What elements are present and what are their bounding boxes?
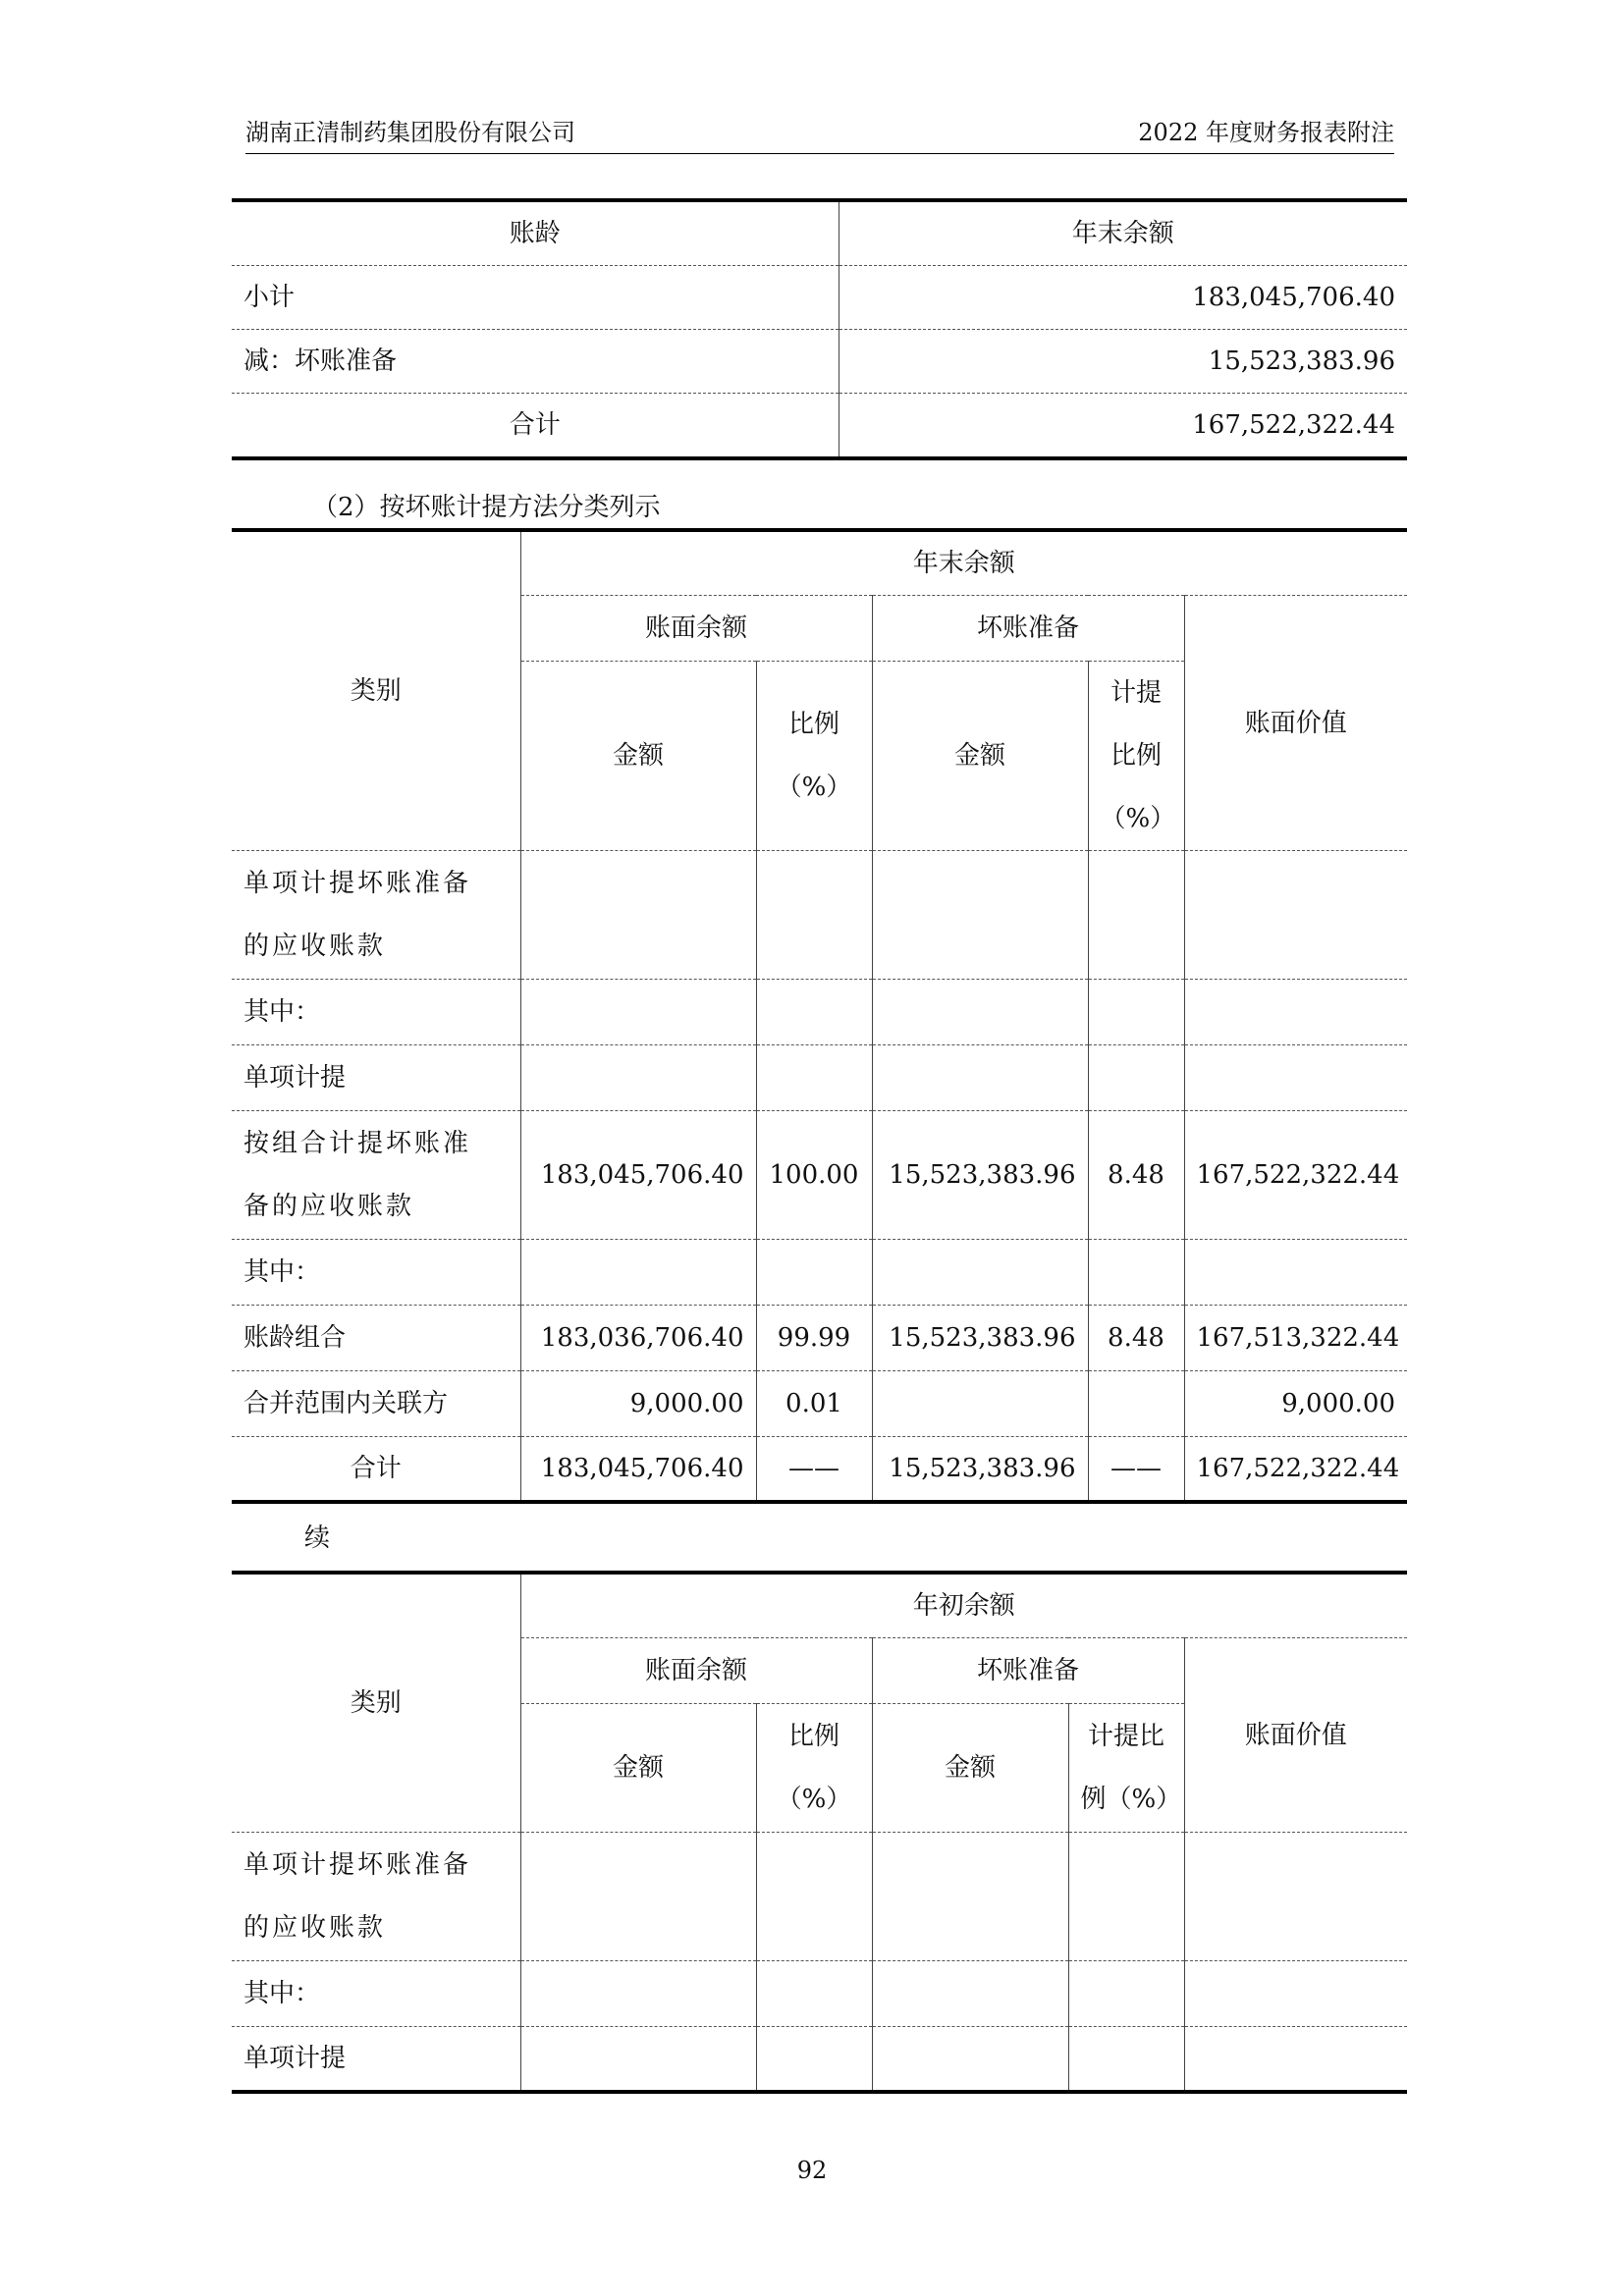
provision-ratio-cell <box>1088 851 1184 980</box>
row-label: 减：坏账准备 <box>232 330 839 394</box>
book-value-cell <box>1184 1240 1407 1306</box>
amount-cell <box>520 851 756 980</box>
bad-debt-amount-cell <box>872 1833 1068 1961</box>
bad-debt-amount-cell <box>872 851 1088 980</box>
provision-ratio-cell <box>1088 980 1184 1045</box>
provision-ratio-header <box>1088 662 1184 851</box>
ratio-cell <box>756 1240 872 1306</box>
amount-cell <box>520 2027 756 2093</box>
bad-debt-amount-cell <box>872 1045 1088 1111</box>
amount-cell <box>520 1240 756 1306</box>
provision-header-line2: 例（%） <box>1080 1785 1182 1814</box>
table-row <box>232 330 1407 394</box>
book-value-cell: 167,522,322.44 <box>1196 1454 1400 1483</box>
provision-header-line2: 比例 <box>1110 741 1162 771</box>
amount-cell <box>520 1045 756 1111</box>
book-value-cell <box>1184 980 1407 1045</box>
row-label: 小计 <box>232 266 839 330</box>
row-label-line1: 按组合计提坏账准 <box>244 1129 472 1158</box>
row-label-line1: 单项计提坏账准备 <box>244 869 472 898</box>
amount-cell: 183,045,706.40 <box>520 1111 756 1240</box>
ratio-header-line2: （%） <box>776 773 852 802</box>
table-row <box>232 1833 1407 1961</box>
ratio-cell <box>756 980 872 1045</box>
continued-label: 续 <box>304 1523 331 1553</box>
book-value-header: 账面价值 <box>1184 1638 1407 1833</box>
book-value-cell <box>1184 851 1407 980</box>
row-value: 167,522,322.44 <box>1192 410 1395 440</box>
row-label-line1: 单项计提坏账准备 <box>244 1850 472 1880</box>
provision-header-line1: 计提比 <box>1087 1722 1164 1751</box>
row-label: 单项计提 <box>232 1045 520 1111</box>
table-row <box>232 2027 1407 2093</box>
bad-debt-amount-cell <box>872 980 1088 1045</box>
row-label <box>232 1833 520 1961</box>
bad-debt-amount-header: 金额 <box>872 1704 1068 1833</box>
amount-header: 金额 <box>520 1704 756 1833</box>
row-label: 其中： <box>232 1240 520 1306</box>
header-row-1 <box>232 1573 1407 1638</box>
provision-ratio-cell <box>1068 1833 1184 1961</box>
table-row <box>232 1961 1407 2027</box>
method-year-begin-table <box>232 1571 1407 2094</box>
ratio-cell <box>756 1045 872 1111</box>
provision-ratio-cell <box>1088 1371 1184 1437</box>
table-row <box>232 266 1407 330</box>
book-value-cell: 9,000.00 <box>1184 1371 1407 1437</box>
provision-ratio-header <box>1068 1704 1184 1833</box>
table-header-row <box>232 200 1407 266</box>
table-row <box>232 1111 1407 1240</box>
aging-summary-table <box>232 198 1407 460</box>
amount-cell <box>520 1961 756 2027</box>
book-value-cell: 167,513,322.44 <box>1184 1306 1407 1371</box>
book-value-cell <box>1184 1833 1407 1961</box>
bad-debt-amount-cell: 15,523,383.96 <box>872 1306 1088 1371</box>
category-header: 类别 <box>232 530 520 851</box>
row-label-line2: 的应收账款 <box>244 1913 387 1943</box>
provision-ratio-cell: 8.48 <box>1088 1306 1184 1371</box>
amount-header: 金额 <box>520 662 756 851</box>
ratio-cell: 99.99 <box>756 1306 872 1371</box>
table-row <box>232 394 1407 459</box>
section-title: （2）按坏账计提方法分类列示 <box>312 493 661 522</box>
ratio-cell <box>756 1833 872 1961</box>
table-row <box>232 1371 1407 1437</box>
bad-debt-header: 坏账准备 <box>872 1638 1184 1704</box>
row-label: 单项计提 <box>232 2027 520 2093</box>
ratio-header <box>756 662 872 851</box>
table-row <box>232 980 1407 1045</box>
ratio-header-line1: 比例 <box>787 1722 839 1751</box>
bad-debt-header: 坏账准备 <box>872 596 1184 662</box>
provision-ratio-cell <box>1068 2027 1184 2093</box>
row-label: 合计 <box>232 394 839 459</box>
method-year-end-table <box>232 528 1407 1504</box>
year-end-header: 年末余额 <box>520 530 1407 596</box>
table-row <box>232 851 1407 980</box>
bad-debt-amount-cell: 15,523,383.96 <box>872 1437 1088 1503</box>
amount-cell: 183,036,706.40 <box>520 1306 756 1371</box>
ratio-cell: 0.01 <box>756 1371 872 1437</box>
year-end-header: 年末余额 <box>839 200 1407 266</box>
table-row <box>232 1045 1407 1111</box>
book-value-cell <box>1184 1961 1407 2027</box>
provision-header-line3: （%） <box>1100 804 1176 833</box>
amount-cell: 9,000.00 <box>520 1371 756 1437</box>
row-label <box>232 851 520 980</box>
row-label-line2: 的应收账款 <box>244 932 387 961</box>
book-balance-header: 账面余额 <box>520 596 872 662</box>
row-label: 合并范围内关联方 <box>232 1371 520 1437</box>
header-row-1 <box>232 530 1407 596</box>
row-label-line2: 备的应收账款 <box>244 1192 415 1221</box>
book-value-cell <box>1184 1045 1407 1111</box>
book-value-cell <box>1184 2027 1407 2093</box>
table-row <box>232 1306 1407 1371</box>
amount-cell <box>520 1833 756 1961</box>
ratio-header <box>756 1704 872 1833</box>
bad-debt-amount-cell <box>872 1240 1088 1306</box>
bad-debt-amount-cell <box>872 1961 1068 2027</box>
ratio-header-line1: 比例 <box>787 710 839 739</box>
bad-debt-amount-cell <box>872 2027 1068 2093</box>
table-row <box>232 1240 1407 1306</box>
year-begin-header: 年初余额 <box>520 1573 1407 1638</box>
amount-cell: 183,045,706.40 <box>520 1437 756 1503</box>
row-label: 账龄组合 <box>232 1306 520 1371</box>
ratio-header-line2: （%） <box>776 1785 852 1814</box>
provision-ratio-cell <box>1088 1240 1184 1306</box>
provision-ratio-cell: —— <box>1088 1437 1184 1503</box>
bad-debt-amount-cell <box>872 1371 1088 1437</box>
page-number: 92 <box>796 2157 828 2184</box>
total-row <box>232 1437 1407 1503</box>
book-balance-header: 账面余额 <box>520 1638 872 1704</box>
row-label: 其中： <box>232 980 520 1045</box>
page-header <box>245 118 1394 154</box>
bad-debt-amount-header: 金额 <box>872 662 1088 851</box>
row-label <box>232 1111 520 1240</box>
ratio-cell <box>756 2027 872 2093</box>
ratio-cell <box>756 1961 872 2027</box>
provision-ratio-cell <box>1088 1045 1184 1111</box>
provision-ratio-cell: 8.48 <box>1088 1111 1184 1240</box>
report-title: 2022 年度财务报表附注 <box>1138 119 1394 146</box>
row-value: 15,523,383.96 <box>839 330 1407 394</box>
bad-debt-amount-cell: 15,523,383.96 <box>872 1111 1088 1240</box>
row-value: 183,045,706.40 <box>839 266 1407 330</box>
ratio-cell: —— <box>756 1437 872 1503</box>
ratio-cell <box>756 851 872 980</box>
aging-header: 账龄 <box>232 200 839 266</box>
category-header: 类别 <box>232 1573 520 1833</box>
provision-header-line1: 计提 <box>1110 678 1162 708</box>
row-label: 其中： <box>232 1961 520 2027</box>
book-value-cell: 167,522,322.44 <box>1184 1111 1407 1240</box>
ratio-cell: 100.00 <box>756 1111 872 1240</box>
row-label: 合计 <box>232 1437 520 1503</box>
company-name: 湖南正清制药集团股份有限公司 <box>245 119 575 146</box>
provision-ratio-cell <box>1068 1961 1184 2027</box>
book-value-header: 账面价值 <box>1184 596 1407 851</box>
amount-cell <box>520 980 756 1045</box>
